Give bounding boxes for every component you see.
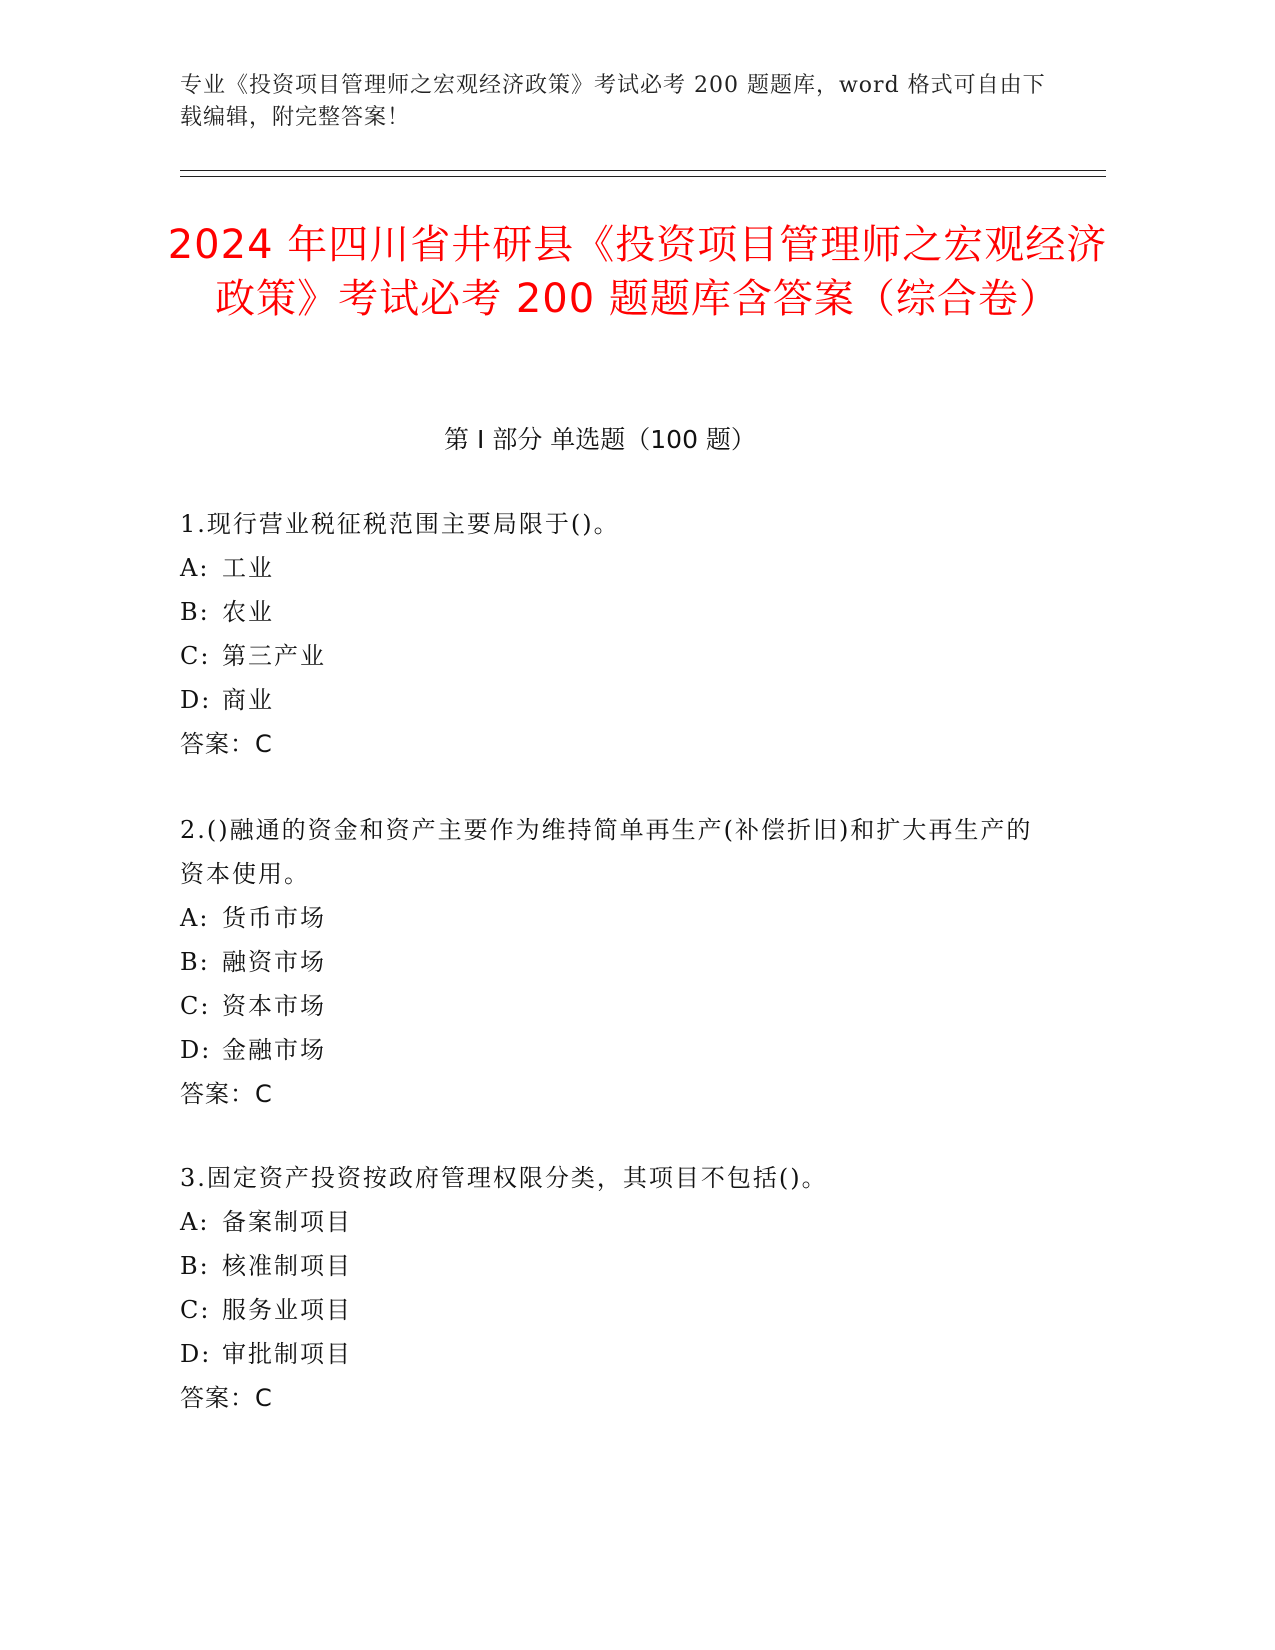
option-letter: C: (180, 992, 211, 1020)
option-text: 金融市场 (222, 1036, 326, 1064)
option-text: 资本市场 (222, 992, 326, 1020)
option-text: 农业 (222, 598, 274, 626)
option-text: 第三产业 (222, 642, 326, 670)
option-letter: D: (180, 1340, 212, 1368)
question-stem: 2.()融通的资金和资产主要作为维持简单再生产(补偿折旧)和扩大再生产的资本使用。 (180, 816, 1033, 888)
option-d (180, 1028, 1040, 1072)
option-a (180, 896, 1040, 940)
answer: 答案：C (180, 1384, 273, 1412)
option-d (180, 678, 1040, 722)
question-2 (180, 808, 1040, 1116)
option-letter: D: (180, 686, 212, 714)
option-letter: A: (180, 554, 210, 582)
question-3 (180, 1156, 1040, 1420)
option-text: 融资市场 (222, 948, 326, 976)
header-rule-bottom (180, 176, 1106, 177)
option-letter: B: (180, 598, 210, 626)
option-c (180, 1288, 1040, 1332)
option-a (180, 1200, 1040, 1244)
option-text: 货币市场 (222, 904, 326, 932)
header-note: 专业《投资项目管理师之宏观经济政策》考试必考 200 题题库，word 格式可自由下载编辑，附完整答案！ (180, 73, 1046, 130)
option-text: 核准制项目 (222, 1252, 352, 1280)
question-1 (180, 502, 1040, 766)
answer: 答案：C (180, 730, 273, 758)
option-b (180, 1244, 1040, 1288)
option-text: 商业 (222, 686, 274, 714)
option-d (180, 1332, 1040, 1376)
option-letter: B: (180, 948, 210, 976)
option-b (180, 940, 1040, 984)
question-stem: 3.固定资产投资按政府管理权限分类，其项目不包括()。 (180, 1164, 828, 1192)
question-stem: 1.现行营业税征税范围主要局限于()。 (180, 510, 620, 538)
option-text: 备案制项目 (222, 1208, 352, 1236)
option-letter: C: (180, 1296, 211, 1324)
option-letter: A: (180, 904, 210, 932)
option-text: 审批制项目 (222, 1340, 352, 1368)
document-title: 2024 年四川省井研县《投资项目管理师之宏观经济政策》考试必考 200 题题库含答案（综合卷） (167, 222, 1108, 322)
option-a (180, 546, 1040, 590)
header-rule-top (180, 170, 1106, 171)
option-c (180, 984, 1040, 1028)
option-text: 服务业项目 (222, 1296, 352, 1324)
option-text: 工业 (222, 554, 274, 582)
option-letter: A: (180, 1208, 210, 1236)
option-letter: D: (180, 1036, 212, 1064)
option-c (180, 634, 1040, 678)
answer: 答案：C (180, 1080, 273, 1108)
option-letter: B: (180, 1252, 210, 1280)
section-title: 第 I 部分 单选题（100 题） (444, 425, 756, 454)
option-letter: C: (180, 642, 211, 670)
option-b (180, 590, 1040, 634)
